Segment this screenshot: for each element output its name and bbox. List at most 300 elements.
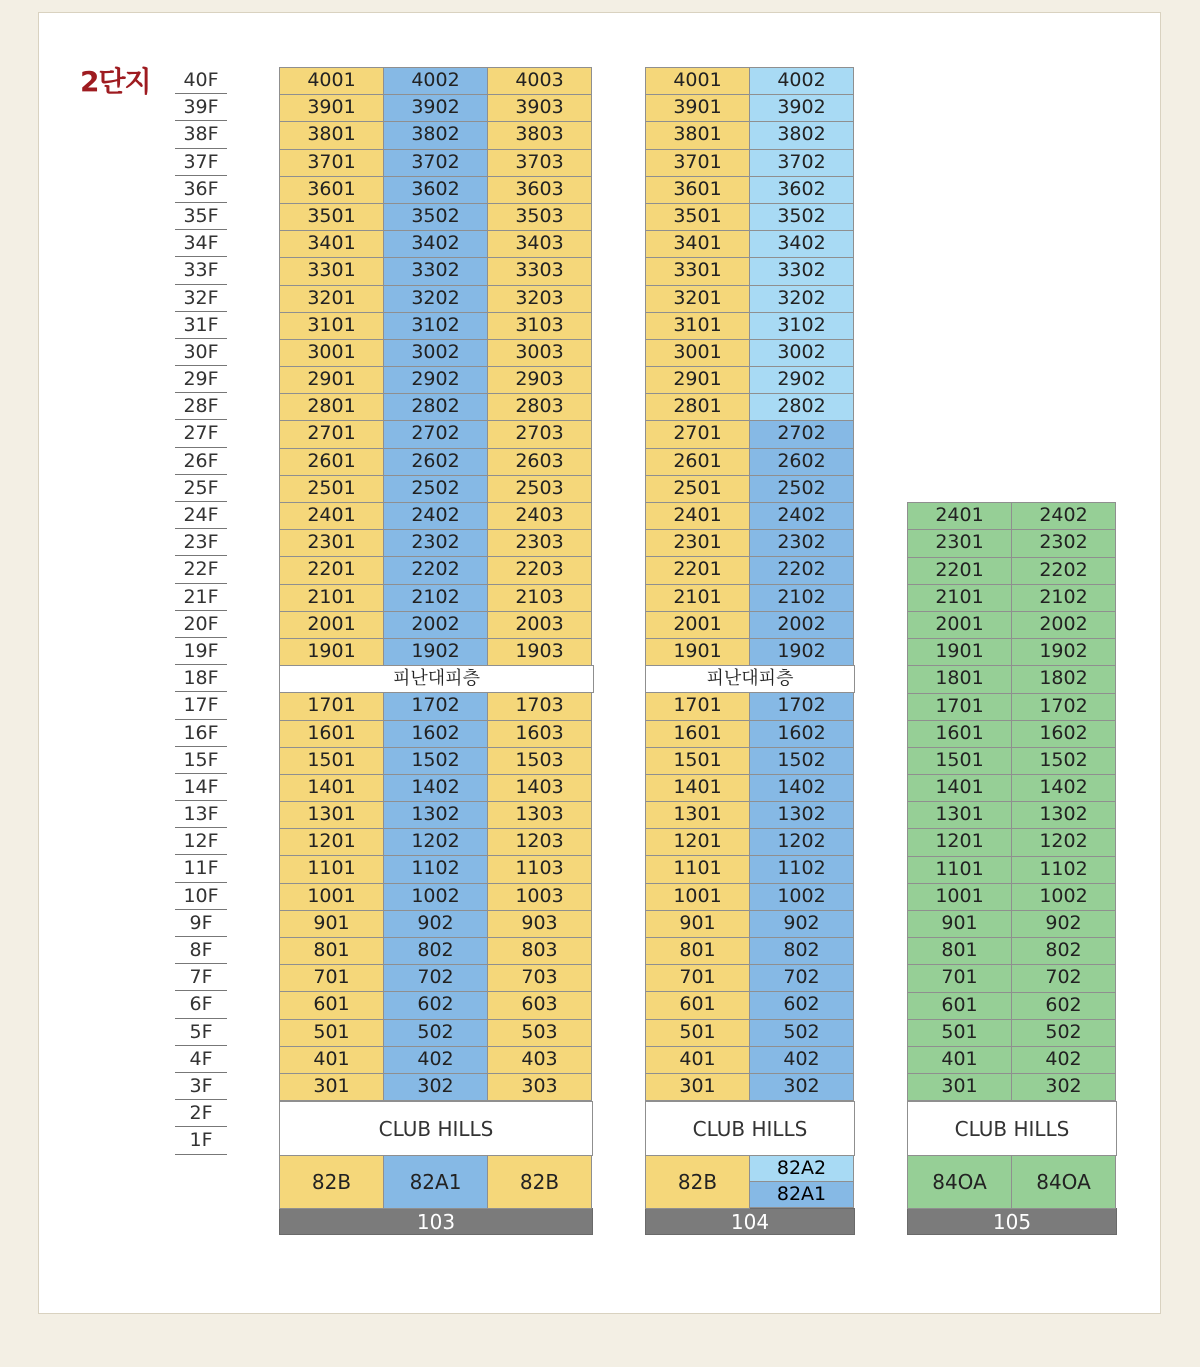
unit-cell: 2902 (383, 366, 488, 394)
unit-cell: 3403 (487, 230, 592, 258)
unit-cell: 3201 (645, 285, 750, 313)
unit-cell: 1202 (1011, 828, 1116, 856)
unit-cell: 2803 (487, 393, 592, 421)
unit-cell: 803 (487, 937, 592, 965)
floor-label: 25F (175, 475, 227, 502)
unit-cell: 1103 (487, 855, 592, 883)
unit-cell: 2502 (383, 475, 488, 503)
unit-cell: 601 (907, 992, 1012, 1020)
floor-label: 11F (175, 855, 227, 882)
unit-cell: 3701 (279, 149, 384, 177)
unit-cell: 1203 (487, 828, 592, 856)
unit-cell: 1901 (279, 638, 384, 666)
unit-cell: 1701 (907, 693, 1012, 721)
unit-cell: 3001 (279, 339, 384, 367)
unit-cell: 3301 (279, 257, 384, 285)
unit-cell: 1102 (383, 855, 488, 883)
unit-cell: 502 (383, 1019, 488, 1047)
floor-row (907, 665, 1116, 692)
floor-label: 5F (175, 1019, 227, 1046)
unit-cell: 702 (383, 964, 488, 992)
floor-row (645, 529, 855, 556)
floor-row (279, 611, 593, 638)
unit-cell: 502 (1011, 1019, 1116, 1047)
refuge-floor-cell: 피난대피층 (645, 665, 855, 693)
unit-cell: 2203 (487, 556, 592, 584)
floor-row (279, 149, 593, 176)
unit-cell: 3303 (487, 257, 592, 285)
unit-cell: 2002 (1011, 611, 1116, 639)
floor-row (907, 828, 1116, 855)
floor-label: 34F (175, 230, 227, 257)
floor-row (279, 94, 593, 121)
floor-row (279, 937, 593, 964)
unit-cell: 3103 (487, 312, 592, 340)
club-hills-label: CLUB HILLS (279, 1101, 593, 1155)
unit-type-label: 84OA (907, 1155, 1012, 1209)
unit-cell: 2601 (645, 448, 750, 476)
unit-cell: 2902 (749, 366, 854, 394)
unit-cell: 3101 (279, 312, 384, 340)
floor-row (645, 203, 855, 230)
floor-row (907, 638, 1116, 665)
unit-cell: 1401 (645, 774, 750, 802)
unit-cell: 3503 (487, 203, 592, 231)
floor-label: 14F (175, 774, 227, 801)
unit-cell: 3501 (279, 203, 384, 231)
unit-cell: 4002 (749, 67, 854, 95)
floor-row (279, 475, 593, 502)
unit-cell: 2202 (383, 556, 488, 584)
unit-cell: 602 (383, 991, 488, 1019)
unit-cell: 3902 (749, 94, 854, 122)
unit-cell: 3202 (749, 285, 854, 313)
floor-label: 30F (175, 339, 227, 366)
unit-cell: 3003 (487, 339, 592, 367)
floor-label: 18F (175, 665, 227, 692)
floor-row (907, 557, 1116, 584)
building-103 (279, 67, 593, 1235)
unit-cell: 2201 (279, 556, 384, 584)
unit-cell: 4001 (645, 67, 750, 95)
unit-cell: 2102 (383, 584, 488, 612)
unit-cell: 3402 (749, 230, 854, 258)
unit-cell: 1801 (907, 665, 1012, 693)
floor-label: 26F (175, 448, 227, 475)
unit-cell: 601 (645, 991, 750, 1019)
floor-row (279, 855, 593, 882)
unit-cell: 301 (907, 1073, 1012, 1101)
floor-row (279, 366, 593, 393)
club-hills-label: CLUB HILLS (907, 1101, 1117, 1155)
floor-row (279, 420, 593, 447)
unit-cell: 1101 (645, 855, 750, 883)
unit-cell: 2302 (1011, 529, 1116, 557)
unit-cell: 2501 (279, 475, 384, 503)
unit-cell: 401 (645, 1046, 750, 1074)
unit-cell: 2302 (749, 529, 854, 557)
unit-cell: 2703 (487, 420, 592, 448)
unit-type-label: 82A2 (749, 1155, 854, 1182)
floor-row (907, 529, 1116, 556)
floor-row (279, 964, 593, 991)
unit-cell: 3401 (279, 230, 384, 258)
unit-cell: 801 (645, 937, 750, 965)
unit-cell: 2201 (907, 557, 1012, 585)
floor-label: 29F (175, 366, 227, 393)
unit-cell: 1502 (383, 747, 488, 775)
floor-row (645, 257, 855, 284)
unit-cell: 1702 (1011, 693, 1116, 721)
unit-cell: 701 (907, 964, 1012, 992)
unit-cell: 2303 (487, 529, 592, 557)
unit-cell: 2002 (749, 611, 854, 639)
floor-row (645, 584, 855, 611)
unit-cell: 1302 (383, 801, 488, 829)
unit-cell: 1702 (383, 692, 488, 720)
unit-cell: 1902 (749, 638, 854, 666)
unit-cell: 3502 (383, 203, 488, 231)
unit-cell: 1102 (749, 855, 854, 883)
unit-cell: 2402 (1011, 502, 1116, 530)
unit-cell: 1301 (907, 801, 1012, 829)
unit-cell: 403 (487, 1046, 592, 1074)
unit-cell: 2503 (487, 475, 592, 503)
unit-cell: 2901 (279, 366, 384, 394)
unit-cell: 2401 (279, 502, 384, 530)
unit-cell: 801 (907, 937, 1012, 965)
floor-row (907, 1019, 1116, 1046)
unit-cell: 3401 (645, 230, 750, 258)
unit-cell: 3601 (645, 176, 750, 204)
unit-cell: 2301 (907, 529, 1012, 557)
unit-cell: 3802 (749, 121, 854, 149)
floor-label: 1F (175, 1127, 227, 1154)
unit-cell: 1002 (749, 883, 854, 911)
floor-row (907, 584, 1116, 611)
unit-cell: 1601 (907, 720, 1012, 748)
unit-cell: 301 (279, 1073, 384, 1101)
unit-cell: 702 (749, 964, 854, 992)
unit-cell: 1001 (645, 883, 750, 911)
floor-row (645, 910, 855, 937)
unit-cell: 1902 (383, 638, 488, 666)
building-number: 105 (907, 1208, 1117, 1235)
unit-cell: 2702 (749, 420, 854, 448)
unit-cell: 1202 (749, 828, 854, 856)
unit-cell: 3702 (383, 149, 488, 177)
unit-cell: 2301 (279, 529, 384, 557)
unit-cell: 2101 (645, 584, 750, 612)
unit-cell: 1101 (279, 855, 384, 883)
unit-cell: 3601 (279, 176, 384, 204)
floor-label: 39F (175, 94, 227, 121)
floor-row (907, 774, 1116, 801)
floor-row (645, 94, 855, 121)
unit-types-row (645, 1155, 855, 1209)
floor-row (279, 720, 593, 747)
floor-row (279, 1073, 593, 1100)
unit-cell: 701 (645, 964, 750, 992)
floor-label: 7F (175, 964, 227, 991)
building-105 (907, 502, 1116, 1235)
floor-row (279, 1046, 593, 1073)
floor-row (645, 339, 855, 366)
unit-cell: 3901 (279, 94, 384, 122)
unit-cell: 1302 (749, 801, 854, 829)
unit-types-row (907, 1155, 1116, 1209)
floor-row (645, 964, 855, 991)
unit-cell: 902 (1011, 910, 1116, 938)
unit-cell: 2403 (487, 502, 592, 530)
unit-cell: 602 (749, 991, 854, 1019)
unit-type-label: 82A1 (383, 1155, 488, 1209)
floor-row (279, 556, 593, 583)
unit-type-label: 82B (487, 1155, 592, 1209)
unit-cell: 2001 (645, 611, 750, 639)
unit-cell: 3002 (749, 339, 854, 367)
floor-row (907, 883, 1116, 910)
unit-cell: 1701 (645, 692, 750, 720)
unit-cell: 2501 (645, 475, 750, 503)
unit-cell: 2702 (383, 420, 488, 448)
floor-row (645, 991, 855, 1018)
unit-cell: 2602 (383, 448, 488, 476)
building-number: 104 (645, 1208, 855, 1235)
floor-row (645, 1019, 855, 1046)
unit-cell: 3102 (749, 312, 854, 340)
unit-cell: 2001 (279, 611, 384, 639)
unit-cell: 502 (749, 1019, 854, 1047)
floor-row (279, 665, 593, 692)
floor-label: 13F (175, 801, 227, 828)
unit-cell: 1501 (645, 747, 750, 775)
unit-cell: 1501 (907, 747, 1012, 775)
floor-label: 21F (175, 584, 227, 611)
unit-cell: 3903 (487, 94, 592, 122)
unit-cell: 501 (907, 1019, 1012, 1047)
floor-row (907, 964, 1116, 991)
unit-cell: 302 (1011, 1073, 1116, 1101)
unit-cell: 1402 (383, 774, 488, 802)
unit-cell: 2801 (645, 393, 750, 421)
unit-cell: 1602 (1011, 720, 1116, 748)
floor-row (907, 611, 1116, 638)
floor-labels (175, 67, 227, 1155)
unit-cell: 3302 (383, 257, 488, 285)
unit-cell: 2201 (645, 556, 750, 584)
unit-cell: 3803 (487, 121, 592, 149)
unit-cell: 901 (279, 910, 384, 938)
unit-cell: 3702 (749, 149, 854, 177)
floor-row (645, 801, 855, 828)
unit-cell: 1502 (749, 747, 854, 775)
unit-cell: 2301 (645, 529, 750, 557)
unit-type-label: 84OA (1011, 1155, 1116, 1209)
unit-cell: 802 (749, 937, 854, 965)
unit-cell: 1901 (907, 638, 1012, 666)
unit-cell: 1702 (749, 692, 854, 720)
unit-cell: 1501 (279, 747, 384, 775)
floor-label: 2F (175, 1100, 227, 1127)
unit-cell: 802 (383, 937, 488, 965)
unit-cell: 1002 (383, 883, 488, 911)
unit-cell: 4002 (383, 67, 488, 95)
unit-cell: 1901 (645, 638, 750, 666)
unit-cell: 1401 (279, 774, 384, 802)
floor-label: 3F (175, 1073, 227, 1100)
unit-cell: 3602 (749, 176, 854, 204)
floor-label: 31F (175, 312, 227, 339)
unit-cell: 3102 (383, 312, 488, 340)
unit-cell: 1002 (1011, 883, 1116, 911)
floor-label: 17F (175, 692, 227, 719)
unit-cell: 2302 (383, 529, 488, 557)
floor-row (645, 1046, 855, 1073)
unit-cell: 3301 (645, 257, 750, 285)
unit-cell: 402 (383, 1046, 488, 1074)
unit-cell: 3101 (645, 312, 750, 340)
floor-row (279, 828, 593, 855)
unit-cell: 3801 (645, 121, 750, 149)
floor-row (279, 883, 593, 910)
unit-cell: 901 (645, 910, 750, 938)
floor-row (645, 121, 855, 148)
floor-label: 33F (175, 257, 227, 284)
complex-title: 2단지 (80, 65, 151, 98)
unit-cell: 1401 (907, 774, 1012, 802)
unit-cell: 302 (749, 1073, 854, 1101)
floor-row (907, 693, 1116, 720)
floor-row (645, 692, 855, 719)
unit-cell: 2001 (907, 611, 1012, 639)
floor-row (645, 720, 855, 747)
unit-cell: 2202 (1011, 557, 1116, 585)
floor-label: 8F (175, 937, 227, 964)
floor-row (279, 638, 593, 665)
unit-cell: 1902 (1011, 638, 1116, 666)
unit-cell: 2701 (645, 420, 750, 448)
unit-type-label: 82B (279, 1155, 384, 1209)
floor-row (279, 801, 593, 828)
unit-type-label: 82B (645, 1155, 750, 1209)
unit-cell: 2901 (645, 366, 750, 394)
unit-cell: 1001 (279, 883, 384, 911)
unit-cell: 3202 (383, 285, 488, 313)
unit-cell: 1402 (1011, 774, 1116, 802)
unit-cell: 1003 (487, 883, 592, 911)
floor-label: 9F (175, 910, 227, 937)
unit-cell: 3701 (645, 149, 750, 177)
floor-label: 37F (175, 149, 227, 176)
unit-cell: 501 (279, 1019, 384, 1047)
floor-row (645, 665, 855, 692)
unit-cell: 2103 (487, 584, 592, 612)
unit-cell: 902 (383, 910, 488, 938)
floor-row (907, 992, 1116, 1019)
unit-cell: 902 (749, 910, 854, 938)
floor-row (907, 1073, 1116, 1100)
floor-label: 38F (175, 121, 227, 148)
unit-cell: 1802 (1011, 665, 1116, 693)
floor-label: 24F (175, 502, 227, 529)
unit-cell: 1701 (279, 692, 384, 720)
floor-row (645, 285, 855, 312)
unit-cell: 2603 (487, 448, 592, 476)
floor-row (279, 257, 593, 284)
floor-row (645, 747, 855, 774)
unit-cell: 401 (279, 1046, 384, 1074)
unit-cell: 2601 (279, 448, 384, 476)
floor-row (645, 420, 855, 447)
unit-cell: 2102 (1011, 584, 1116, 612)
unit-cell: 3901 (645, 94, 750, 122)
floor-row (279, 991, 593, 1018)
unit-cell: 1403 (487, 774, 592, 802)
unit-cell: 702 (1011, 964, 1116, 992)
floor-label: 6F (175, 991, 227, 1018)
unit-cell: 2802 (749, 393, 854, 421)
unit-cell: 303 (487, 1073, 592, 1101)
unit-cell: 2502 (749, 475, 854, 503)
floor-label: 40F (175, 67, 227, 94)
unit-cell: 3302 (749, 257, 854, 285)
floor-label: 28F (175, 393, 227, 420)
unit-cell: 3603 (487, 176, 592, 204)
unit-type-split (749, 1155, 854, 1209)
floor-row (907, 747, 1116, 774)
floor-row (645, 176, 855, 203)
floor-row (645, 366, 855, 393)
floor-row (645, 1073, 855, 1100)
floor-label: 35F (175, 203, 227, 230)
unit-cell: 2802 (383, 393, 488, 421)
floor-row (645, 149, 855, 176)
unit-cell: 2903 (487, 366, 592, 394)
floor-row (279, 502, 593, 529)
unit-cell: 402 (1011, 1046, 1116, 1074)
floor-row (645, 502, 855, 529)
floor-row (907, 720, 1116, 747)
floor-row (279, 176, 593, 203)
floor-row (645, 638, 855, 665)
floor-row (279, 230, 593, 257)
unit-cell: 501 (645, 1019, 750, 1047)
unit-cell: 2402 (749, 502, 854, 530)
unit-cell: 2401 (907, 502, 1012, 530)
floor-row (279, 692, 593, 719)
floor-row (279, 529, 593, 556)
building-104 (645, 67, 855, 1235)
unit-cell: 1102 (1011, 856, 1116, 884)
unit-cell: 1703 (487, 692, 592, 720)
floor-row (907, 937, 1116, 964)
floor-label: 16F (175, 720, 227, 747)
unit-cell: 2102 (749, 584, 854, 612)
unit-cell: 1602 (749, 720, 854, 748)
floor-row (279, 339, 593, 366)
unit-cell: 1302 (1011, 801, 1116, 829)
unit-cell: 4001 (279, 67, 384, 95)
floor-row (645, 774, 855, 801)
floor-label: 36F (175, 176, 227, 203)
unit-cell: 3002 (383, 339, 488, 367)
unit-cell: 1303 (487, 801, 592, 829)
unit-cell: 2003 (487, 611, 592, 639)
floor-row (279, 67, 593, 94)
unit-cell: 1101 (907, 856, 1012, 884)
floor-label: 10F (175, 883, 227, 910)
